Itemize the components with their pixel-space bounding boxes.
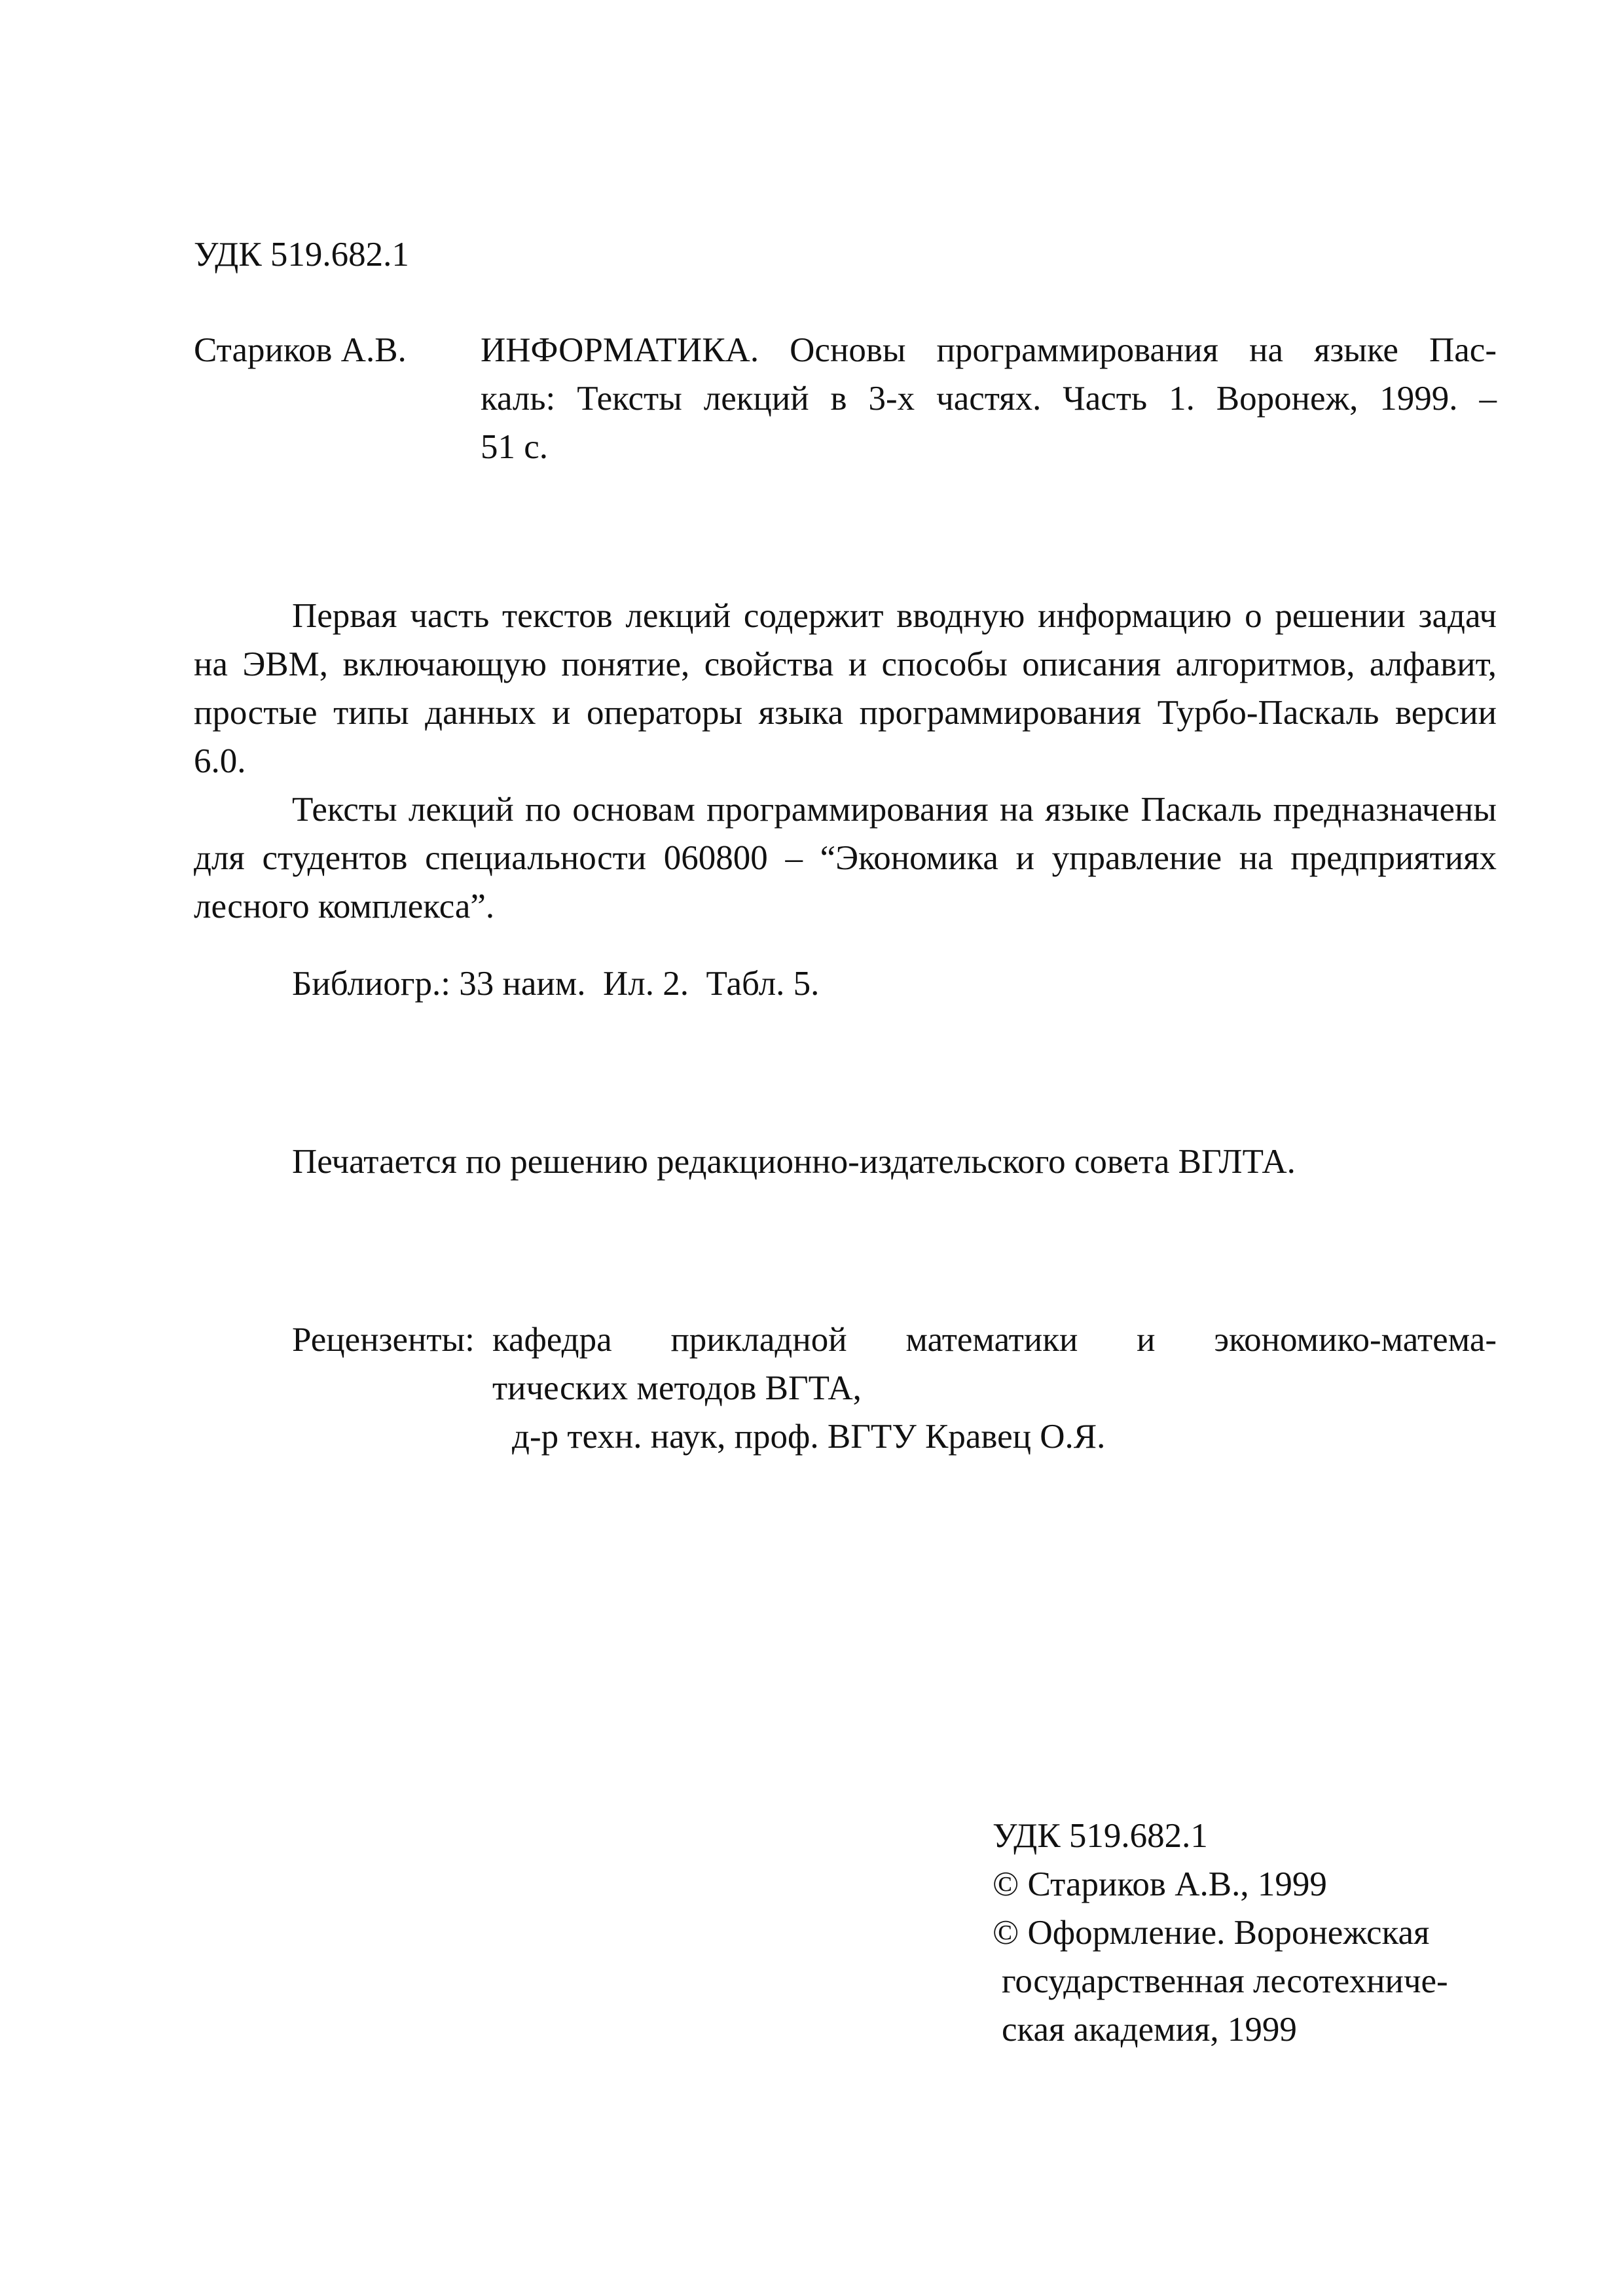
bibliographic-line: каль: Тексты лекций в 3-х частях. Часть 1. Воронеж, 1999. – bbox=[481, 380, 1497, 418]
reviewer-line: кафедра прикладной математики и экономико-матема- bbox=[492, 1321, 1497, 1359]
reviewers-section bbox=[292, 1316, 1497, 1466]
abstract-paragraph: Первая часть текстов лекций содержит вводную информацию о решении задач на ЭВМ, включающую понятие, свойства и способы описания алгоритмов, алфавит, простые типы данных и операторы языка программирования Турбо-Паскаль версии 6.0. bbox=[194, 597, 1497, 780]
abstract bbox=[194, 592, 1497, 931]
copyright-author: © Стариков А.В., 1999 bbox=[993, 1865, 1327, 1903]
reviewer-line: д-р техн. наук, проф. ВГТУ Кравец О.Я. bbox=[512, 1418, 1106, 1456]
bibliographic-description bbox=[481, 326, 1497, 471]
bibliographic-record bbox=[194, 326, 1497, 476]
copyright-block bbox=[993, 1812, 1516, 2054]
copyright-design: © Оформление. Воронежская bbox=[993, 1914, 1430, 1952]
copyright-design-cont: ская академия, 1999 bbox=[1002, 2011, 1297, 2049]
publication-approval: Печатается по решению редакционно-издательского совета ВГЛТА. bbox=[292, 1143, 1296, 1181]
reviewers-label: Рецензенты: bbox=[292, 1321, 475, 1359]
bibliographic-line: 51 с. bbox=[481, 428, 549, 466]
bibliographic-line: ИНФОРМАТИКА. Основы программирования на языке Пас- bbox=[481, 331, 1497, 369]
copyright-design-cont: государственная лесотехниче- bbox=[1002, 1962, 1448, 2000]
udk-code: УДК 519.682.1 bbox=[194, 236, 409, 274]
abstract-paragraph: Тексты лекций по основам программирования на языке Паскаль предназначены для студентов специальности 060800 – “Экономика и управление на предприятиях лесного комплекса”. bbox=[194, 791, 1497, 925]
reviewer-line: тических методов ВГТА, bbox=[492, 1369, 862, 1407]
references-summary: Библиогр.: 33 наим. Ил. 2. Табл. 5. bbox=[292, 965, 820, 1003]
copyright-udk: УДК 519.682.1 bbox=[993, 1817, 1208, 1855]
author-name: Стариков А.В. bbox=[194, 331, 407, 369]
